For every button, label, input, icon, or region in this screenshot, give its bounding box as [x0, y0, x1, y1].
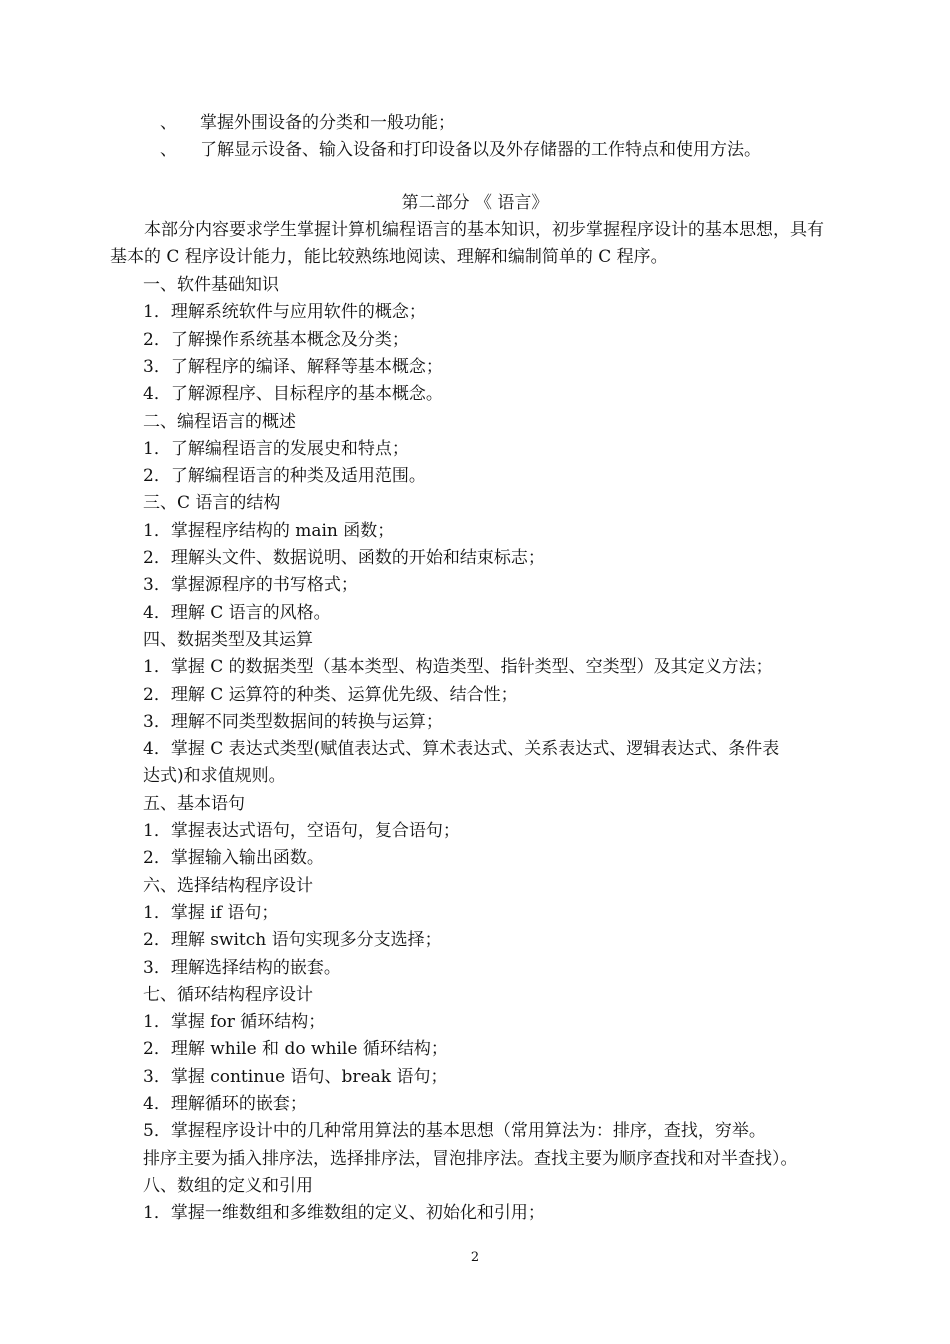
outline-line: 3．了解程序的编译、解释等基本概念； — [143, 356, 443, 377]
bullet-mark: 、 — [160, 113, 177, 133]
outline-line: 3．理解选择结构的嵌套。 — [143, 957, 341, 978]
outline-line: 1．掌握 if 语句； — [143, 902, 279, 923]
outline-line: 八、数组的定义和引用 — [143, 1175, 313, 1196]
outline-line: 2．了解编程语言的种类及适用范围。 — [143, 466, 426, 487]
outline-line: 2．了解操作系统基本概念及分类； — [143, 329, 409, 350]
outline-line: 5．掌握程序设计中的几种常用算法的基本思想（常用算法为：排序，查找，穷举。 — [143, 1121, 766, 1142]
bullet-text: 了解显示设备、输入设备和打印设备以及外存储器的工作特点和使用方法。 — [200, 140, 761, 160]
outline-line: 排序主要为插入排序法，选择排序法，冒泡排序法。查找主要为顺序查找和对半查找）。 — [143, 1148, 798, 1169]
page-number: 2 — [470, 1250, 480, 1265]
outline-line: 2．掌握输入输出函数。 — [143, 848, 324, 869]
outline-line: 2．理解 while 和 do while 循环结构； — [143, 1039, 448, 1060]
outline-line: 1．掌握 C 的数据类型（基本类型、构造类型、指针类型、空类型）及其定义方法； — [143, 657, 773, 678]
bullet-item-2 — [160, 137, 761, 164]
outline-line: 一、软件基础知识 — [143, 275, 279, 295]
intro-paragraph: 本部分内容要求学生掌握计算机编程语言的基本知识，初步掌握程序设计的基本思想，具有基本的 C 程序设计能力，能比较熟练地阅读、理解和编制简单的 C 程序。 — [110, 220, 824, 267]
outline-line: 七、循环结构程序设计 — [143, 984, 313, 1005]
outline-line: 4．掌握 C 表达式类型(赋值表达式、算术表达式、关系表达式、逻辑表达式、条件表 — [143, 739, 780, 760]
outline-line: 1．理解系统软件与应用软件的概念； — [143, 302, 426, 323]
outline-line: 2．理解 switch 语句实现多分支选择； — [143, 930, 442, 951]
outline-line: 2．理解头文件、数据说明、函数的开始和结束标志； — [143, 548, 545, 568]
outline-line: 二、编程语言的概述 — [143, 411, 296, 432]
outline-line: 4．理解循环的嵌套； — [143, 1094, 307, 1114]
outline-line: 1．掌握表达式语句，空语句，复合语句； — [143, 821, 460, 841]
outline-line: 1．掌握程序结构的 main 函数； — [143, 520, 395, 541]
bullet-text: 掌握外围设备的分类和一般功能； — [200, 113, 455, 133]
section-title: 第二部分 《 语言》 — [401, 193, 549, 213]
outline-line: 三、C 语言的结构 — [143, 493, 281, 514]
outline-line: 五、基本语句 — [143, 793, 245, 814]
outline-line: 1．了解编程语言的发展史和特点； — [143, 438, 409, 459]
outline-line: 六、选择结构程序设计 — [143, 875, 313, 896]
outline-line: 3．掌握 continue 语句、break 语句； — [143, 1066, 448, 1087]
outline-line: 1．掌握 for 循环结构； — [143, 1012, 326, 1033]
outline-line: 4．了解源程序、目标程序的基本概念。 — [143, 384, 443, 405]
outline-line: 1．掌握一维数组和多维数组的定义、初始化和引用； — [143, 1203, 545, 1224]
outline-line: 2．理解 C 运算符的种类、运算优先级、结合性； — [143, 684, 518, 705]
outline-line: 3．掌握源程序的书写格式； — [143, 575, 358, 596]
outline-line: 四、数据类型及其运算 — [143, 629, 313, 650]
outline-line: 4．理解 C 语言的风格。 — [143, 602, 331, 623]
bullet-mark: 、 — [160, 140, 177, 160]
bullet-item-1 — [160, 110, 455, 137]
outline-line: 达式)和求值规则。 — [143, 766, 286, 787]
outline-line: 3．理解不同类型数据间的转换与运算； — [143, 711, 443, 732]
